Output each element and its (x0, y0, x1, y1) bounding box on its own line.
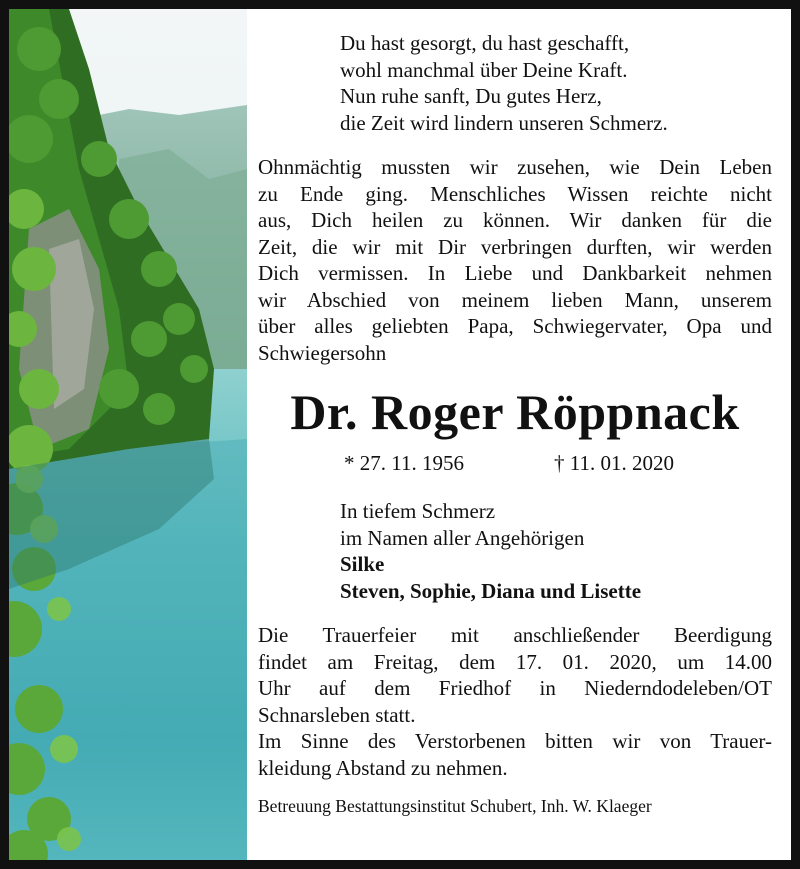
mourning-line: im Namen aller Angehörigen (340, 525, 585, 550)
farewell-line: aus, Dich heilen zu können. Wir danken für die (258, 208, 772, 232)
lake-landscape-image (9, 9, 247, 860)
birth-date: * 27. 11. 1956 (344, 451, 464, 475)
poem (340, 30, 772, 136)
farewell-line: Dich vermissen. In Liebe und Dankbarkeit nehmen (258, 261, 772, 285)
request-line: Im Sinne des Verstorbenen bitten wir von Trauer- (258, 729, 772, 753)
life-dates (258, 450, 772, 478)
obituary-text-column (258, 30, 772, 817)
mourner-names: Steven, Sophie, Diana und Lisette (340, 578, 642, 603)
funeral-line: Schnarsleben statt. (258, 702, 416, 727)
farewell-line: zu Ende ging. Menschliches Wissen reichte nicht (258, 181, 772, 206)
deceased-name: Dr. Roger Röppnack (290, 384, 740, 440)
funeral-line: Uhr auf dem Friedhof in Niederndodeleben/OT (258, 676, 772, 700)
farewell-line: über alles geliebten Papa, Schwiegervater, Opa und (258, 314, 772, 338)
request-line: kleidung Abstand zu nehmen. (258, 755, 508, 780)
farewell-line: wir Abschied von meinem lieben Mann, unserem (258, 287, 772, 312)
poem-line: wohl manchmal über Deine Kraft. (340, 57, 628, 82)
farewell-line: Zeit, die wir mit Dir verbringen durften, wir werden (258, 234, 772, 259)
poem-line: die Zeit wird lindern unseren Schmerz. (340, 110, 668, 135)
funeral-line: findet am Freitag, dem 17. 01. 2020, um 14.00 (258, 649, 772, 674)
farewell-line: Schwiegersohn (258, 340, 387, 365)
farewell-line: Ohnmächtig mussten wir zusehen, wie Dein Leben (258, 155, 772, 179)
death-date: † 11. 01. 2020 (554, 451, 674, 475)
poem-line: Du hast gesorgt, du hast geschafft, (340, 31, 630, 55)
mourning-line: In tiefem Schmerz (340, 499, 496, 523)
mourner-name: Silke (340, 552, 385, 576)
funeral-line: Die Trauerfeier mit anschließender Beerdigung (258, 623, 772, 647)
farewell-text (258, 154, 772, 366)
funeral-home-credit: Betreuung Bestattungsinstitut Schubert, Inh. W. Klaeger (258, 796, 652, 816)
funeral-notice (258, 622, 772, 781)
poem-line: Nun ruhe sanft, Du gutes Herz, (340, 84, 602, 108)
mourners-block (340, 498, 772, 604)
